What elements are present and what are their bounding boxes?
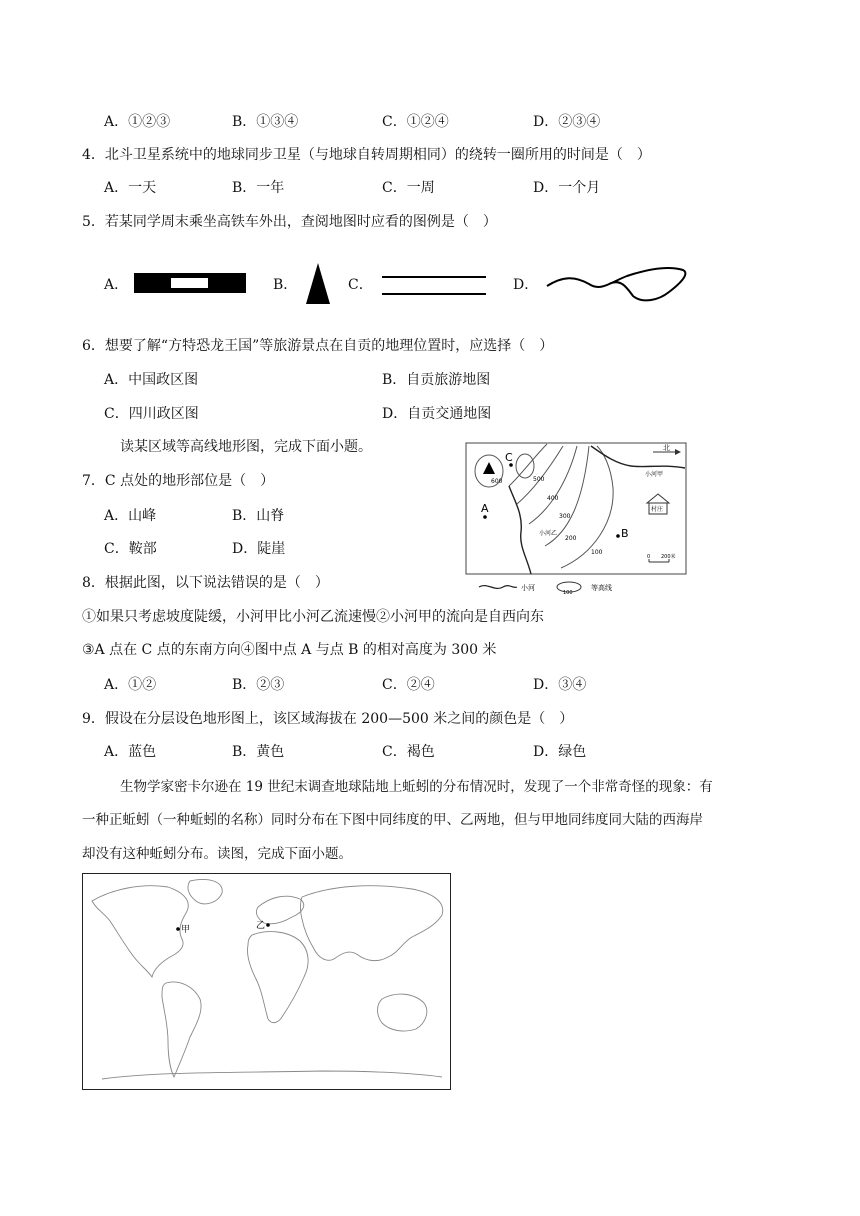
q3-option-b: B．①③④ — [232, 114, 299, 130]
point-c-label: C — [505, 451, 513, 464]
q7-option-d: D．陡崖 — [232, 541, 286, 557]
north-label: 北 — [663, 444, 670, 452]
q6-option-b: B．自贡旅游地图 — [382, 372, 491, 388]
q5-label-a: A． — [104, 277, 129, 293]
railway-symbol-icon — [134, 272, 246, 294]
q3-option-d: D．②③④ — [533, 114, 601, 130]
q5-label-b: B． — [273, 277, 298, 293]
peak-triangle-icon — [304, 262, 332, 306]
q8-option-c: C．②④ — [382, 677, 435, 693]
point-b — [616, 534, 620, 538]
q4-option-c: C．一周 — [382, 180, 435, 196]
q6-option-a: A．中国政区图 — [104, 372, 199, 388]
q4-stem: 4．北斗卫星系统中的地球同步卫星（与地球自转周期相同）的绕转一圈所用的时间是（ ） — [82, 147, 651, 163]
q3-option-a: A．①②③ — [104, 114, 171, 130]
q7-option-b: B．山脊 — [232, 508, 285, 524]
label-jia: 甲 — [181, 925, 191, 935]
contour-label-100: 100 — [591, 549, 603, 556]
q8-option-b: B．②③ — [232, 677, 285, 693]
double-line-road-icon — [380, 274, 488, 298]
contour-label-300: 300 — [559, 513, 571, 520]
point-a — [483, 515, 487, 519]
peak-height-label: 600 — [491, 478, 503, 485]
q7-stem: 7．C 点处的地形部位是（ ） — [82, 473, 275, 489]
q8-option-a: A．①② — [104, 677, 157, 693]
point-jia — [176, 927, 180, 931]
legend-contour-label: 等高线 — [591, 584, 612, 592]
scale-distance: 200米 — [661, 554, 676, 560]
q8-stem: 8．根据此图，以下说法错误的是（ ） — [82, 575, 329, 591]
scale-zero: 0 — [647, 554, 651, 560]
q9-option-c: C．褐色 — [382, 744, 435, 760]
q9-option-d: D．绿色 — [533, 744, 587, 760]
legend-river-icon — [479, 586, 517, 589]
q4-option-b: B．一年 — [232, 180, 285, 196]
point-yi — [266, 923, 270, 927]
point-a-label: A — [481, 502, 489, 515]
passage-line-1: 生物学家密卡尔逊在 19 世纪末调查地球陆地上蚯蚓的分布情况时，发现了一个非常奇怪的现象：有 — [120, 779, 713, 795]
q9-option-b: B．黄色 — [232, 744, 285, 760]
q5-label-d: D． — [513, 277, 539, 293]
q8-statement-line-2: ③A 点在 C 点的东南方向④图中点 A 与点 B 的相对高度为 300 米 — [82, 642, 497, 658]
q6-option-d: D．自贡交通地图 — [382, 406, 492, 422]
label-yi: 乙 — [256, 921, 266, 931]
q7-option-c: C．鞍部 — [104, 541, 157, 557]
q8-statement-line-1: ①如果只考虑坡度陡缓，小河甲比小河乙流速慢②小河甲的流向是自西向东 — [82, 609, 544, 625]
q4-option-d: D．一个月 — [533, 180, 601, 196]
point-b-label: B — [621, 527, 629, 540]
q6-stem: 6．想要了解“方特恐龙王国”等旅游景点在自贡的地理位置时，应选择（ ） — [82, 338, 554, 354]
passage-line-2: 一种正蚯蚓（一种蚯蚓的名称）同时分布在下图中同纬度的甲、乙两地，但与甲地同纬度同大陆的西海岸 — [82, 812, 703, 828]
contour-map — [465, 442, 687, 600]
contour-label-200: 200 — [565, 535, 577, 542]
contour-label-400: 400 — [547, 495, 559, 502]
contour-label-500: 500 — [533, 476, 545, 483]
legend-river-label: 小河 — [521, 584, 535, 592]
q8-option-d: D．③④ — [533, 677, 587, 693]
q9-stem: 9．假设在分层设色地形图上，该区域海拔在 200—500 米之间的颜色是（ ） — [82, 711, 574, 727]
q5-stem: 5．若某同学周末乘坐高铁车外出，查阅地图时应看的图例是（ ） — [82, 214, 497, 230]
q3-option-c: C．①②④ — [382, 114, 449, 130]
river-b-label: 小河乙 — [539, 530, 558, 537]
river-a-label: 小河甲 — [645, 471, 664, 478]
q6-option-c: C．四川政区图 — [104, 406, 199, 422]
river-lake-symbol-icon — [545, 262, 690, 306]
q7-option-a: A．山峰 — [104, 508, 157, 524]
q4-option-a: A．一天 — [104, 180, 157, 196]
legend-contour-value: 100 — [563, 590, 573, 596]
q9-option-a: A．蓝色 — [104, 744, 157, 760]
village-label: 村庄 — [651, 506, 664, 513]
q5-label-c: C． — [348, 277, 373, 293]
world-map — [82, 873, 451, 1090]
contour-intro: 读某区域等高线地形图，完成下面小题。 — [120, 439, 372, 455]
passage-line-3: 却没有这种蚯蚓分布。读图，完成下面小题。 — [82, 846, 352, 862]
